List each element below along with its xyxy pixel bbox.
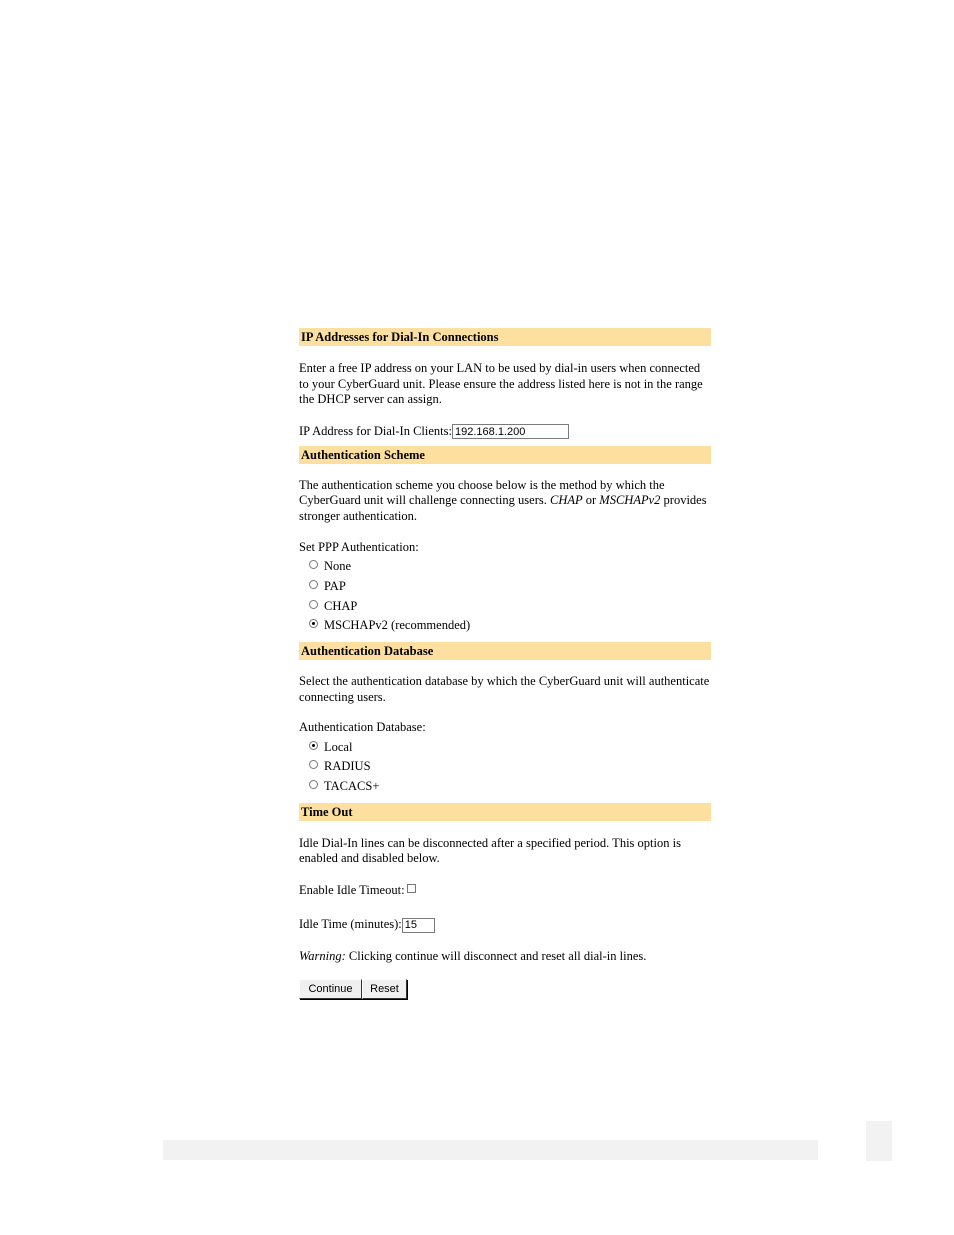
- ip-address-label: IP Address for Dial-In Clients:: [299, 423, 452, 438]
- radio-chap[interactable]: [309, 600, 318, 609]
- radio-label-chap: CHAP: [324, 598, 358, 613]
- dialin-settings-form: [299, 327, 711, 999]
- radio-local[interactable]: [309, 741, 318, 750]
- timeout-header: Time Out: [299, 803, 711, 821]
- radio-label-none: None: [324, 559, 352, 574]
- enable-idle-timeout-checkbox[interactable]: [407, 884, 416, 893]
- radio-row-local[interactable]: [299, 738, 711, 758]
- enable-idle-timeout-row: [299, 881, 711, 899]
- idle-time-label: Idle Time (minutes):: [299, 916, 402, 931]
- warning-text: Clicking continue will disconnect and reset all dial-in lines.: [345, 948, 647, 963]
- radio-label-local: Local: [324, 739, 353, 754]
- ip-section-header: IP Addresses for Dial-In Connections: [299, 328, 711, 346]
- radio-none[interactable]: [309, 560, 318, 569]
- timeout-description: [299, 836, 711, 867]
- radio-row-radius[interactable]: [299, 757, 711, 777]
- form-buttons: [299, 979, 711, 999]
- auth-scheme-desc-line-3: stronger authentication.: [299, 508, 418, 523]
- idle-time-input[interactable]: [402, 918, 435, 933]
- reset-button[interactable]: Reset: [362, 979, 407, 999]
- radio-pap[interactable]: [309, 580, 318, 589]
- auth-desc-text-c: provides: [660, 493, 707, 508]
- ip-address-input[interactable]: [452, 424, 569, 439]
- auth-db-desc-line-1: Select the authentication database by which the CyberGuard unit will authenticate: [299, 673, 710, 688]
- radio-row-mschapv2[interactable]: [299, 616, 711, 636]
- auth-desc-text-a: CyberGuard unit will challenge connecting users.: [299, 493, 550, 508]
- footer-bar: [163, 1140, 818, 1160]
- continue-button[interactable]: Continue: [299, 979, 362, 999]
- enable-idle-timeout-label: Enable Idle Timeout:: [299, 882, 405, 897]
- ppp-auth-label: Set PPP Authentication:: [299, 539, 419, 554]
- warning-message: [299, 949, 711, 965]
- ip-desc-line-1: Enter a free IP address on your LAN to be used by dial-in users when connected: [299, 361, 701, 375]
- timeout-desc-line-1: Idle Dial-In lines can be disconnected after a specified period. This option is: [299, 835, 681, 850]
- radio-tacacs[interactable]: [309, 780, 318, 789]
- radio-label-radius: RADIUS: [324, 759, 371, 774]
- radio-label-pap: PAP: [324, 578, 346, 593]
- auth-db-label: Authentication Database:: [299, 720, 426, 735]
- auth-database-header: Authentication Database: [299, 642, 711, 660]
- chap-emphasis: CHAP: [549, 493, 583, 508]
- radio-radius[interactable]: [309, 760, 318, 769]
- auth-scheme-header: Authentication Scheme: [299, 446, 711, 464]
- auth-db-radio-group: [299, 738, 711, 797]
- page-number-box: [866, 1121, 892, 1161]
- ip-address-row: [299, 422, 711, 440]
- radio-row-chap[interactable]: [299, 597, 711, 617]
- radio-row-tacacs[interactable]: [299, 777, 711, 797]
- radio-mschapv2[interactable]: [309, 619, 318, 628]
- auth-scheme-description: [299, 478, 711, 525]
- ip-desc-line-3: the DHCP server can assign.: [299, 392, 442, 407]
- ip-section-description: [299, 361, 711, 408]
- radio-row-none[interactable]: [299, 557, 711, 577]
- auth-scheme-desc-line-1: The authentication scheme you choose below is the method by which the: [299, 477, 665, 492]
- auth-db-desc-line-2: connecting users.: [299, 689, 386, 704]
- ppp-auth-radio-group: [299, 557, 711, 636]
- timeout-desc-line-2: enabled and disabled below.: [299, 851, 440, 866]
- radio-label-tacacs: TACACS+: [324, 779, 380, 794]
- warning-label: Warning:: [299, 948, 346, 963]
- mschapv2-emphasis: MSCHAPv2: [599, 493, 661, 508]
- auth-scheme-desc-line-2: [299, 493, 711, 509]
- auth-desc-text-b: or: [582, 493, 600, 508]
- radio-row-pap[interactable]: [299, 577, 711, 597]
- auth-database-description: [299, 674, 711, 705]
- idle-time-row: [299, 915, 711, 933]
- radio-label-mschapv2: MSCHAPv2 (recommended): [324, 618, 471, 633]
- ip-desc-line-2: to your CyberGuard unit. Please ensure the address listed here is not in the range: [299, 376, 703, 391]
